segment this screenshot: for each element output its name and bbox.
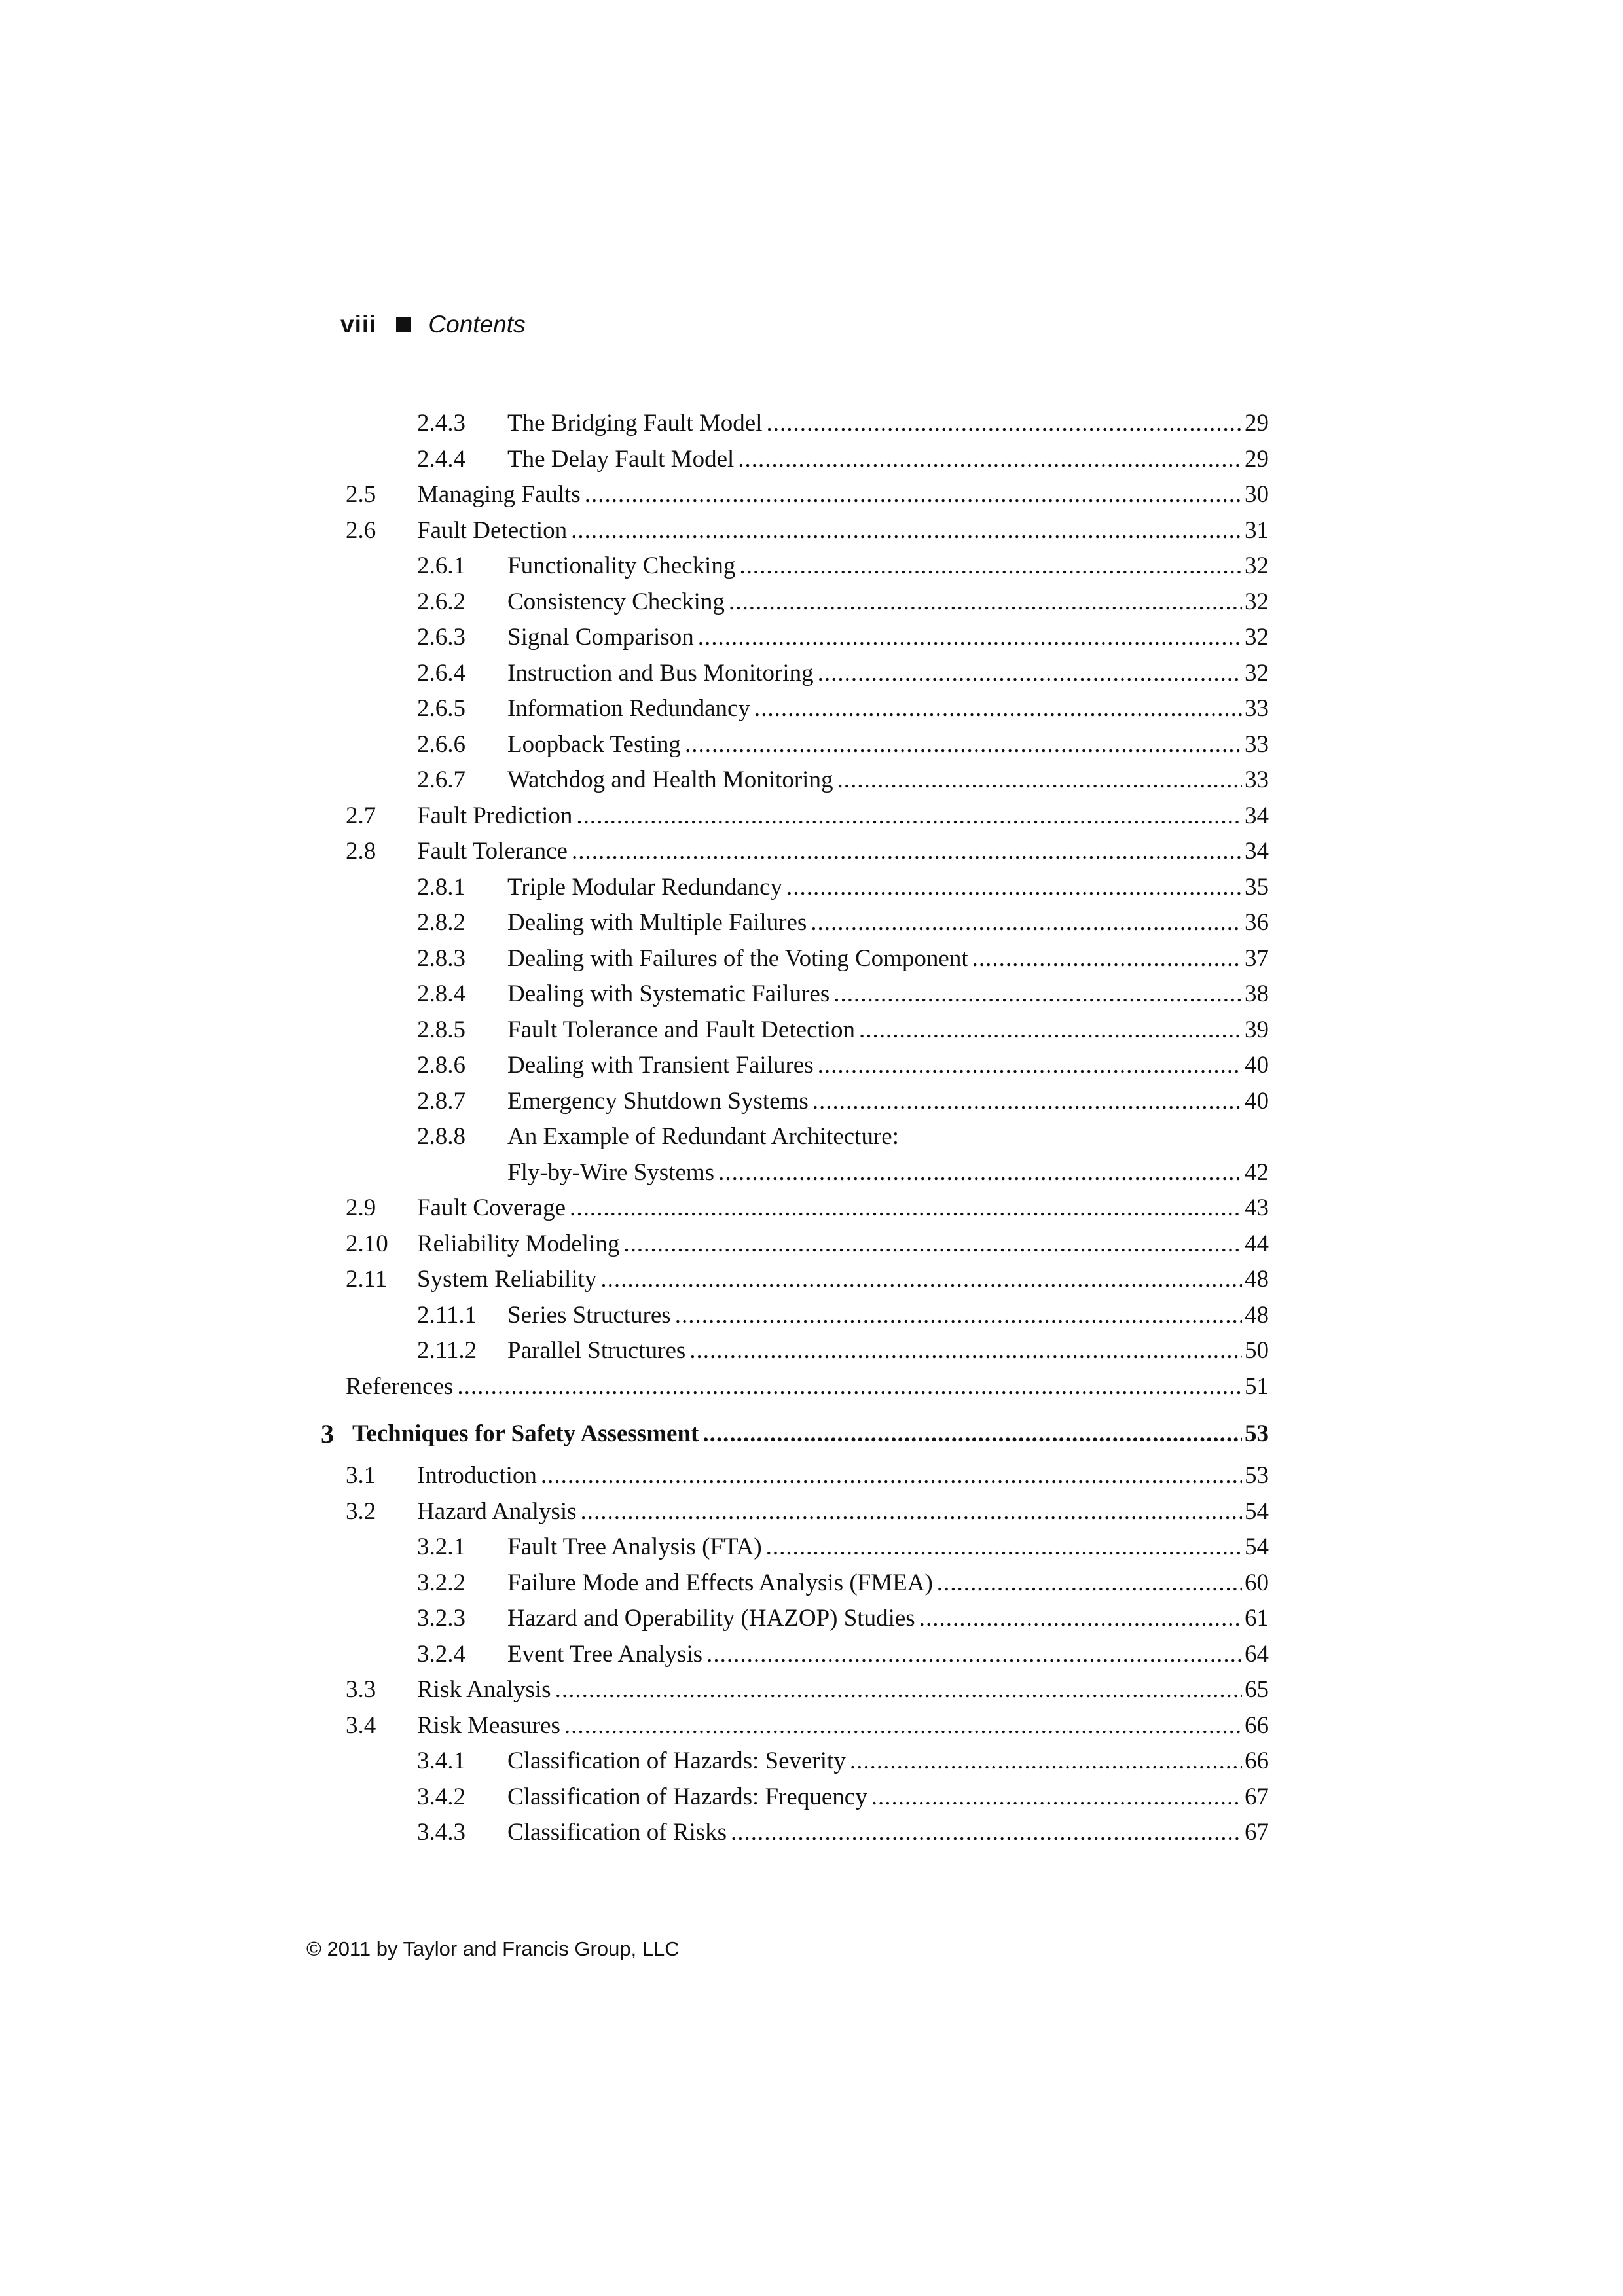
toc-entry-title: Series Structures (507, 1298, 675, 1334)
toc-entry-line (507, 1333, 1269, 1369)
square-bullet-icon (396, 317, 411, 332)
toc-entry-title: An Example of Redundant Architecture: (507, 1119, 899, 1155)
toc-entry-number: 2.4.4 (417, 445, 465, 473)
toc-entry-title: Failure Mode and Effects Analysis (FMEA) (507, 1566, 937, 1602)
dot-leader (738, 442, 1242, 478)
toc-entry-number: 3.4.1 (417, 1748, 465, 1774)
toc-entry[interactable] (346, 1369, 1269, 1405)
toc-entry-number: 2.5 (346, 481, 376, 508)
dot-leader (675, 1298, 1242, 1334)
toc-entry-number: 2.6 (346, 516, 376, 544)
toc-entry[interactable] (346, 727, 1269, 763)
toc-entry-number: 2.8.6 (417, 1052, 465, 1079)
toc-entry-number: 3 (321, 1419, 334, 1448)
toc-chapter-entry[interactable] (321, 1414, 1269, 1454)
toc-entry-number: 2.6.2 (417, 588, 465, 615)
dot-leader (718, 1155, 1242, 1191)
toc-entry[interactable] (346, 584, 1269, 620)
toc-entry-page: 44 (1242, 1227, 1269, 1263)
toc-entry-title: The Delay Fault Model (507, 442, 738, 478)
toc-entry[interactable] (346, 1191, 1269, 1227)
toc-entry-title: Event Tree Analysis (507, 1637, 706, 1673)
toc-entry-number: 2.6.5 (417, 695, 465, 722)
toc-entry-line (346, 1369, 1269, 1405)
dot-leader (541, 1458, 1242, 1494)
toc-entry-page: 53 (1242, 1458, 1269, 1494)
toc-entry-number: 3.4 (346, 1712, 376, 1739)
dot-leader (555, 1672, 1242, 1708)
toc-entry-number: 3.2.3 (417, 1605, 465, 1632)
copyright-footer: © 2011 by Taylor and Francis Group, LLC (306, 1937, 680, 1960)
toc-entry-line (507, 727, 1269, 763)
dot-leader (685, 727, 1242, 763)
toc-entry-title: Classification of Risks (507, 1815, 731, 1851)
dot-leader (581, 1494, 1242, 1530)
dot-leader (570, 1191, 1242, 1227)
toc-entry-page: 54 (1242, 1530, 1269, 1566)
dot-leader (600, 1262, 1242, 1298)
toc-entry-number: 2.11.2 (417, 1337, 477, 1364)
dot-leader (786, 870, 1242, 906)
toc-entry[interactable] (346, 477, 1269, 513)
dot-leader (812, 1084, 1242, 1120)
toc-entry-line (507, 905, 1269, 941)
toc-entry-page: 38 (1242, 977, 1269, 1013)
toc-entry[interactable] (346, 905, 1269, 941)
dot-leader (937, 1566, 1242, 1602)
toc-entry-title: The Bridging Fault Model (507, 406, 767, 442)
toc-entry-number: 2.6.1 (417, 552, 465, 579)
toc-entry-number: 2.11 (346, 1266, 388, 1293)
dot-leader (767, 406, 1243, 442)
toc-entry[interactable] (346, 1708, 1269, 1744)
toc-entry-line (417, 1708, 1269, 1744)
toc-entry[interactable] (346, 1333, 1269, 1369)
toc-entry-page: 39 (1242, 1013, 1269, 1049)
toc-entry-page: 60 (1242, 1566, 1269, 1602)
toc-entry[interactable] (346, 1601, 1269, 1637)
toc-entry-page: 29 (1242, 406, 1269, 442)
dot-leader (731, 1815, 1242, 1851)
toc-entry-page: 32 (1242, 548, 1269, 584)
toc-entry-page: 29 (1242, 442, 1269, 478)
toc-entry-line (507, 1084, 1269, 1120)
toc-entry-page: 34 (1242, 834, 1269, 870)
toc-entry-line (417, 513, 1269, 549)
toc-entry-number: 2.6.6 (417, 730, 465, 758)
dot-leader (623, 1227, 1242, 1263)
toc-entry[interactable] (346, 1227, 1269, 1263)
toc-entry-title: Fault Detection (417, 513, 571, 549)
toc-entry-page: 32 (1242, 620, 1269, 656)
dot-leader (754, 691, 1242, 727)
toc-entry[interactable] (346, 1084, 1269, 1120)
toc-entry-page: 67 (1242, 1780, 1269, 1816)
dot-leader (571, 513, 1242, 549)
toc-entry-page: 40 (1242, 1048, 1269, 1084)
toc-entry-page: 65 (1242, 1672, 1269, 1708)
dot-leader (919, 1601, 1242, 1637)
toc-entry-number: 2.8.7 (417, 1087, 465, 1115)
toc-entry-page: 32 (1242, 656, 1269, 692)
dot-leader (818, 656, 1242, 692)
dot-leader (837, 762, 1242, 798)
dot-leader (739, 548, 1242, 584)
toc-entry[interactable] (346, 1458, 1269, 1494)
page-number: viii (340, 311, 377, 338)
toc-entry-page: 54 (1242, 1494, 1269, 1530)
dot-leader (698, 620, 1242, 656)
toc-entry-number: 3.2 (346, 1498, 376, 1525)
toc-entry-line (507, 1566, 1269, 1602)
toc-entry-title: System Reliability (417, 1262, 600, 1298)
toc-entry-title: Classification of Hazards: Severity (507, 1744, 850, 1780)
dot-leader (457, 1369, 1242, 1405)
toc-entry[interactable] (346, 1566, 1269, 1602)
toc-entry-title: Fault Prediction (417, 798, 576, 834)
toc-entry-number: 2.10 (346, 1230, 388, 1257)
toc-entry-page: 40 (1242, 1084, 1269, 1120)
toc-entry[interactable] (346, 1155, 1269, 1191)
toc-entry-title: Managing Faults (417, 477, 585, 513)
toc-entry-line (417, 1191, 1269, 1227)
toc-entry-page: 33 (1242, 691, 1269, 727)
toc-entry-page: 42 (1242, 1155, 1269, 1191)
toc-entry-line (417, 1262, 1269, 1298)
toc-entry-title: Fly-by-Wire Systems (507, 1155, 718, 1191)
toc-entry[interactable] (346, 1048, 1269, 1084)
toc-entry[interactable] (346, 870, 1269, 906)
toc-entry-line (507, 691, 1269, 727)
dot-leader (859, 1013, 1242, 1049)
toc-entry-title: Risk Measures (417, 1708, 564, 1744)
toc-entry[interactable] (346, 1744, 1269, 1780)
toc-entry[interactable] (346, 691, 1269, 727)
dot-leader (850, 1744, 1242, 1780)
toc-entry[interactable] (346, 406, 1269, 442)
toc-entry-line (507, 406, 1269, 442)
toc-entry-page: 66 (1242, 1744, 1269, 1780)
toc-entry-number: 2.9 (346, 1194, 376, 1221)
toc-entry-title: Techniques for Safety Assessment (352, 1414, 702, 1454)
toc-entry-title: Watchdog and Health Monitoring (507, 762, 837, 798)
toc-entry-number: 3.1 (346, 1462, 376, 1489)
toc-entry-title: Hazard Analysis (417, 1494, 581, 1530)
toc-entry-page: 34 (1242, 798, 1269, 834)
toc-entry-title: Fault Coverage (417, 1191, 570, 1227)
toc-entry-number: 2.8.2 (417, 909, 465, 936)
dot-leader (729, 584, 1242, 620)
toc-entry-number: 2.8.4 (417, 980, 465, 1007)
dot-leader (811, 905, 1242, 941)
toc-entry-page: 66 (1242, 1708, 1269, 1744)
toc-entry[interactable] (346, 1119, 1269, 1155)
toc-entry-number: 2.6.7 (417, 766, 465, 793)
toc-entry[interactable] (346, 977, 1269, 1013)
toc-entry[interactable] (346, 513, 1269, 549)
toc-entry-number: 2.7 (346, 802, 376, 829)
toc-entry-number: 2.4.3 (417, 410, 465, 437)
toc-entry-line (507, 941, 1269, 977)
toc-entry-page: 43 (1242, 1191, 1269, 1227)
toc-entry-title: Dealing with Failures of the Voting Component (507, 941, 972, 977)
toc-entry-number: 3.3 (346, 1676, 376, 1703)
toc-entry-title: Information Redundancy (507, 691, 754, 727)
toc-entry-line (507, 442, 1269, 478)
toc-entry-title: Risk Analysis (417, 1672, 555, 1708)
toc-entry-title: References (346, 1369, 457, 1405)
toc-entry-number: 3.4.3 (417, 1819, 465, 1846)
toc-entry-title: Dealing with Systematic Failures (507, 977, 833, 1013)
toc-entry-line (507, 656, 1269, 692)
toc-entry-number: 3.2.1 (417, 1534, 465, 1560)
dot-leader (689, 1333, 1242, 1369)
toc-entry-title: Fault Tolerance and Fault Detection (507, 1013, 859, 1049)
toc-entry-title: Parallel Structures (507, 1333, 689, 1369)
toc-entry-page: 64 (1242, 1637, 1269, 1673)
toc-entry-page: 61 (1242, 1601, 1269, 1637)
toc-entry-page: 67 (1242, 1815, 1269, 1851)
toc-entry[interactable] (346, 941, 1269, 977)
toc-entry-page: 31 (1242, 513, 1269, 549)
toc-entry[interactable] (346, 1013, 1269, 1049)
toc-entry-line (417, 1494, 1269, 1530)
toc-entry-line (507, 1155, 1269, 1191)
toc-entry-title: Fault Tree Analysis (FTA) (507, 1530, 766, 1566)
toc-entry-page: 30 (1242, 477, 1269, 513)
toc-entry-page: 32 (1242, 584, 1269, 620)
toc-entry-line (417, 1458, 1269, 1494)
toc-entry-title: Triple Modular Redundancy (507, 870, 786, 906)
toc-entry-page: 50 (1242, 1333, 1269, 1369)
toc-entry-number: 2.8.3 (417, 944, 465, 972)
toc-entry-page: 48 (1242, 1298, 1269, 1334)
toc-entry-line (507, 1048, 1269, 1084)
toc-entry[interactable] (346, 1298, 1269, 1334)
toc-entry-line (507, 584, 1269, 620)
toc-entry-line (417, 798, 1269, 834)
toc-entry-title: Signal Comparison (507, 620, 698, 656)
toc-entry-line (507, 1637, 1269, 1673)
dot-leader (564, 1708, 1242, 1744)
toc-entry-line (507, 1601, 1269, 1637)
table-of-contents (321, 406, 1269, 1851)
toc-entry-line (507, 1780, 1269, 1816)
toc-entry-title: Instruction and Bus Monitoring (507, 656, 818, 692)
toc-entry[interactable] (346, 762, 1269, 798)
toc-entry-line (507, 1013, 1269, 1049)
dot-leader (585, 477, 1242, 513)
toc-entry[interactable] (346, 548, 1269, 584)
toc-entry-line (507, 870, 1269, 906)
toc-entry[interactable] (346, 1262, 1269, 1298)
toc-entry-title: Classification of Hazards: Frequency (507, 1780, 871, 1816)
toc-entry-title: Dealing with Transient Failures (507, 1048, 818, 1084)
toc-entry-title: Introduction (417, 1458, 541, 1494)
toc-entry[interactable] (346, 798, 1269, 834)
toc-entry-number: 3.2.4 (417, 1640, 465, 1668)
toc-entry-page: 48 (1242, 1262, 1269, 1298)
toc-entry[interactable] (346, 656, 1269, 692)
toc-entry-title: Dealing with Multiple Failures (507, 905, 811, 941)
toc-entry[interactable] (346, 1494, 1269, 1530)
toc-entry[interactable] (346, 442, 1269, 478)
toc-entry-title: Fault Tolerance (417, 834, 572, 870)
toc-entry[interactable] (346, 1780, 1269, 1816)
toc-entry-title: Reliability Modeling (417, 1227, 623, 1263)
toc-entry-page: 53 (1242, 1414, 1269, 1454)
toc-entry-title: Consistency Checking (507, 584, 729, 620)
toc-entry-page: 35 (1242, 870, 1269, 906)
toc-entry-number: 2.6.4 (417, 659, 465, 687)
toc-entry[interactable] (346, 620, 1269, 656)
toc-entry-page: 36 (1242, 905, 1269, 941)
toc-entry-line (417, 477, 1269, 513)
toc-entry-line (417, 1227, 1269, 1263)
toc-entry-number: 2.8.8 (417, 1123, 465, 1150)
dot-leader (576, 798, 1242, 834)
toc-entry-number: 2.8.1 (417, 873, 465, 901)
dot-leader (702, 1414, 1242, 1454)
toc-entry-line (507, 620, 1269, 656)
toc-entry[interactable] (346, 1637, 1269, 1673)
toc-entry-title: Emergency Shutdown Systems (507, 1084, 812, 1120)
toc-entry-title: Hazard and Operability (HAZOP) Studies (507, 1601, 919, 1637)
dot-leader (706, 1637, 1242, 1673)
toc-entry-line (417, 834, 1269, 870)
toc-entry-line (507, 548, 1269, 584)
toc-entry-line (352, 1414, 1269, 1454)
toc-entry-line (507, 977, 1269, 1013)
toc-entry-number: 2.6.3 (417, 624, 465, 651)
toc-entry-number: 2.11.1 (417, 1301, 477, 1329)
toc-entry-number: 2.8 (346, 838, 376, 865)
running-title: Contents (428, 311, 526, 338)
toc-entry-page: 51 (1242, 1369, 1269, 1405)
toc-entry[interactable] (346, 1530, 1269, 1566)
toc-entry-line (507, 1530, 1269, 1566)
toc-entry-number: 3.4.2 (417, 1783, 465, 1810)
toc-entry-line (507, 1119, 1269, 1155)
toc-entry-line (507, 1815, 1269, 1851)
dot-leader (818, 1048, 1242, 1084)
toc-entry[interactable] (346, 1672, 1269, 1708)
toc-entry[interactable] (346, 1815, 1269, 1851)
dot-leader (766, 1530, 1242, 1566)
toc-entry-page: 33 (1242, 727, 1269, 763)
dot-leader (572, 834, 1242, 870)
dot-leader (871, 1780, 1242, 1816)
toc-entry-line (507, 1744, 1269, 1780)
toc-entry-line (417, 1672, 1269, 1708)
toc-entry-page: 33 (1242, 762, 1269, 798)
toc-entry-line (507, 762, 1269, 798)
toc-entry-number: 2.8.5 (417, 1016, 465, 1043)
toc-entry-page: 37 (1242, 941, 1269, 977)
dot-leader (833, 977, 1242, 1013)
toc-entry[interactable] (346, 834, 1269, 870)
toc-entry-number: 3.2.2 (417, 1569, 465, 1596)
toc-entry-line (507, 1298, 1269, 1334)
toc-entry-title: Loopback Testing (507, 727, 685, 763)
toc-entry-title: Functionality Checking (507, 548, 739, 584)
page-header (340, 305, 526, 344)
dot-leader (972, 941, 1242, 977)
